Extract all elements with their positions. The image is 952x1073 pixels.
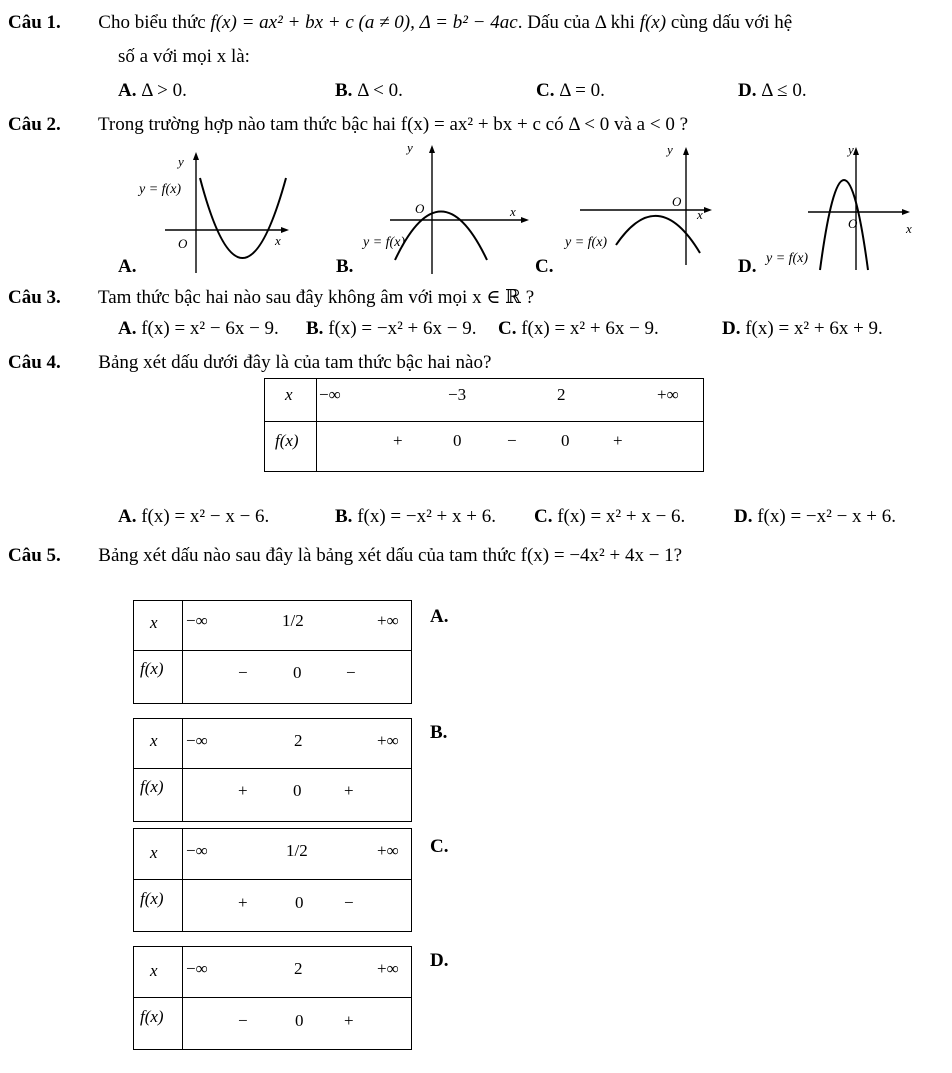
graph-b-origin: O <box>415 201 425 216</box>
q5-d-header-var: x <box>150 961 158 980</box>
q1-line1 <box>8 12 792 34</box>
q5-b-sign: + <box>344 781 354 800</box>
q1-option-c[interactable]: C. Δ = 0. <box>536 80 605 101</box>
graph-d-x-label: x <box>906 221 912 236</box>
graph-b-curve-label: y = f(x) <box>363 235 406 250</box>
q5-a-header-var: x <box>150 613 158 632</box>
q5-a-x-value: 1/2 <box>282 611 304 630</box>
q4-text: Bảng xét dấu dưới đây là của tam thức bậc hai nào? <box>98 352 492 373</box>
q4-x-value: −3 <box>448 385 467 404</box>
q2-graph-b-key: B. <box>336 256 354 277</box>
graph-d-y-label: y <box>848 142 854 157</box>
q5-a-sign: − <box>238 663 248 682</box>
graph-a-svg <box>115 148 300 276</box>
q5-table-a[interactable] <box>133 600 412 704</box>
q5-line <box>8 545 682 567</box>
q5-a-header-fx: f(x) <box>140 659 164 678</box>
graph-a-x-label: x <box>275 233 281 248</box>
q1-text-c: cùng dấu với hệ <box>666 12 793 33</box>
graph-a-origin: O <box>178 236 188 251</box>
graph-a-curve-label: y = f(x) <box>139 182 182 197</box>
q2-graph-a[interactable] <box>115 148 300 276</box>
q5-d-x-value: −∞ <box>186 959 208 978</box>
graph-a-y-label: y <box>178 154 184 169</box>
q4-sign-table <box>264 378 704 472</box>
graph-d-svg <box>760 140 940 276</box>
q3-option-c[interactable]: C. f(x) = x² + 6x − 9. <box>498 318 659 339</box>
q5-d-sign: + <box>344 1011 354 1030</box>
q3-text: Tam thức bậc hai nào sau đây không âm với mọi x ∈ ℝ ? <box>97 287 535 308</box>
q5-table-c-key: C. <box>430 836 449 857</box>
q5-table-a-key: A. <box>430 606 449 627</box>
q5-c-sign: + <box>238 893 248 912</box>
q5-a-sign: 0 <box>293 663 302 682</box>
q5-d-header-fx: f(x) <box>140 1007 164 1026</box>
graph-c-y-label: y <box>667 142 673 157</box>
q1-option-b[interactable]: B. Δ < 0. <box>335 80 403 101</box>
q5-d-x-value: 2 <box>294 959 303 978</box>
graph-d-curve-label: y = f(x) <box>766 251 809 266</box>
q2-label: Câu 2. <box>8 114 61 135</box>
q2-line <box>8 114 688 136</box>
q4-sign: − <box>507 431 517 450</box>
graph-c-svg <box>560 140 730 276</box>
q5-b-sign: + <box>238 781 248 800</box>
q5-c-header-fx: f(x) <box>140 889 164 908</box>
graph-d-origin: O <box>848 216 858 231</box>
q1-label: Câu 1. <box>8 12 61 33</box>
q5-b-header-var: x <box>150 731 158 750</box>
q2-graph-b[interactable] <box>345 140 535 276</box>
q5-c-x-value: −∞ <box>186 841 208 860</box>
q4-sign: + <box>393 431 403 450</box>
q3-label: Câu 3. <box>8 287 61 308</box>
q1-text-b: . Dấu của Δ khi <box>517 12 640 33</box>
graph-c-curve-label: y = f(x) <box>565 235 608 250</box>
q4-option-d[interactable]: D. f(x) = −x² − x + 6. <box>734 506 897 527</box>
q2-graph-d-key: D. <box>738 256 757 277</box>
q5-c-x-value: +∞ <box>377 841 399 860</box>
q3-option-b[interactable]: B. f(x) = −x² + 6x − 9. <box>306 318 477 339</box>
q2-graph-c[interactable] <box>560 140 730 276</box>
q1-line2: số a với mọi x là: <box>118 46 250 67</box>
q2-graph-a-key: A. <box>118 256 137 277</box>
q5-a-x-value: −∞ <box>186 611 208 630</box>
q4-sign: 0 <box>453 431 462 450</box>
q3-line <box>8 286 534 309</box>
q5-b-x-value: 2 <box>294 731 303 750</box>
q5-table-b-key: B. <box>430 722 448 743</box>
q1-option-a[interactable]: A. Δ > 0. <box>118 80 187 101</box>
q5-c-header-var: x <box>150 843 158 862</box>
q4-header-fx: f(x) <box>275 431 299 450</box>
q5-c-sign: 0 <box>295 893 304 912</box>
q5-table-c[interactable] <box>133 828 412 932</box>
q4-option-a[interactable]: A. f(x) = x² − x − 6. <box>118 506 270 527</box>
q5-c-sign: − <box>344 893 354 912</box>
q5-b-x-value: +∞ <box>377 731 399 750</box>
q5-text: Bảng xét dấu nào sau đây là bảng xét dấu của tam thức f(x) = −4x² + 4x − 1? <box>98 545 683 566</box>
q4-sign: + <box>613 431 623 450</box>
graph-c-x-label: x <box>697 207 703 222</box>
graph-b-y-label: y <box>407 140 413 155</box>
q5-label: Câu 5. <box>8 545 61 566</box>
q3-option-a[interactable]: A. f(x) = x² − 6x − 9. <box>118 318 279 339</box>
q5-d-sign: 0 <box>295 1011 304 1030</box>
q4-label: Câu 4. <box>8 352 61 373</box>
q4-x-value: 2 <box>557 385 566 404</box>
q2-text: Trong trường hợp nào tam thức bậc hai f(x) = ax² + bx + c có Δ < 0 và a < 0 ? <box>97 114 689 135</box>
q5-table-d-key: D. <box>430 950 449 971</box>
q1-text-a: Cho biểu thức <box>98 12 211 33</box>
q3-option-d[interactable]: D. f(x) = x² + 6x + 9. <box>722 318 883 339</box>
q5-a-sign: − <box>346 663 356 682</box>
q5-table-b[interactable] <box>133 718 412 822</box>
graph-b-x-label: x <box>510 204 516 219</box>
q1-fx: f(x) <box>639 12 667 33</box>
q4-sign: 0 <box>561 431 570 450</box>
q4-x-value: −∞ <box>319 385 341 404</box>
q2-graph-c-key: C. <box>535 256 554 277</box>
q5-b-sign: 0 <box>293 781 302 800</box>
q4-line <box>8 352 491 374</box>
q4-header-var: x <box>285 385 293 404</box>
q5-b-header-fx: f(x) <box>140 777 164 796</box>
q1-expr: f(x) = ax² + bx + c (a ≠ 0), Δ = b² − 4ac <box>210 12 518 33</box>
q5-c-x-value: 1/2 <box>286 841 308 860</box>
q5-a-x-value: +∞ <box>377 611 399 630</box>
q5-b-x-value: −∞ <box>186 731 208 750</box>
q4-option-b[interactable]: B. f(x) = −x² + x + 6. <box>335 506 496 527</box>
q5-d-sign: − <box>238 1011 248 1030</box>
q2-graph-d[interactable] <box>760 140 940 276</box>
graph-b-svg <box>345 140 535 276</box>
q4-option-c[interactable]: C. f(x) = x² + x − 6. <box>534 506 686 527</box>
q5-d-x-value: +∞ <box>377 959 399 978</box>
q4-x-value: +∞ <box>657 385 679 404</box>
q1-option-d[interactable]: D. Δ ≤ 0. <box>738 80 807 101</box>
graph-c-origin: O <box>672 194 682 209</box>
q5-table-d[interactable] <box>133 946 412 1050</box>
